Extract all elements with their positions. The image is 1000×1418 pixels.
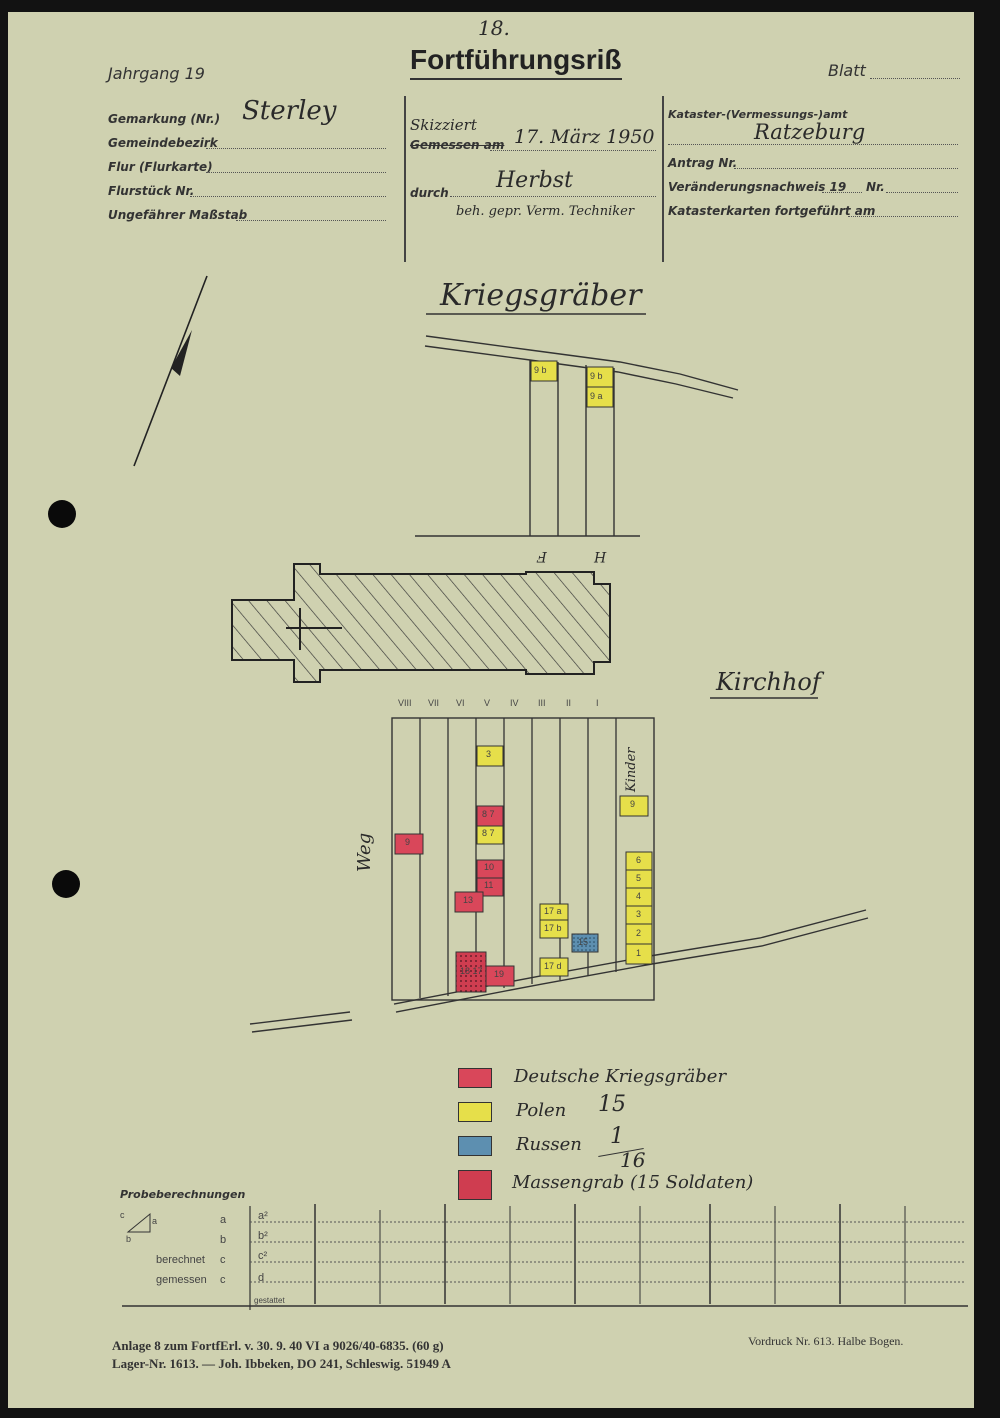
kinder-label: Kinder xyxy=(624,747,639,792)
cell-label: 10 xyxy=(484,862,495,872)
triangle-b: b xyxy=(126,1234,132,1244)
weg-label: Weg xyxy=(354,832,375,872)
form-title: Fortführungsriß xyxy=(410,44,622,80)
row-letter-f: F xyxy=(537,548,547,564)
row-letter: a xyxy=(220,1214,227,1226)
row-numeral: VI xyxy=(456,698,465,708)
row-value: b² xyxy=(258,1230,268,1242)
total-count: 16 xyxy=(620,1148,646,1172)
row-letter: c xyxy=(220,1274,226,1286)
north-arrow-icon xyxy=(134,276,207,466)
gemessen-label: Gemessen am xyxy=(410,138,505,152)
row-numeral: II xyxy=(566,698,572,708)
cell-label: 15 xyxy=(578,937,589,947)
cell-label: 8 7 xyxy=(482,828,495,838)
legend-swatch-massengrab xyxy=(458,1170,492,1200)
jahrgang-label: Jahrgang 19 xyxy=(108,64,205,83)
probe-title: Probeberechnungen xyxy=(120,1188,246,1201)
legend-label: Polen xyxy=(516,1100,567,1121)
cell-label: 2 xyxy=(636,928,642,938)
grave-cells xyxy=(395,746,652,992)
kriegsgraeber-heading: Kriegsgräber xyxy=(440,278,642,313)
row-letter-h: H xyxy=(594,548,607,564)
cell-label: 17 a xyxy=(544,906,562,916)
flurstueck-label: Flurstück Nr. xyxy=(108,184,195,198)
cell-label: 3 xyxy=(636,909,642,919)
fortgefuehrt-label: Katasterkarten fortgeführt am xyxy=(668,204,876,218)
cell-label: 1 xyxy=(636,948,642,958)
russen-count: 1 xyxy=(610,1124,624,1149)
legend-label: Massengrab (15 Soldaten) xyxy=(512,1172,754,1193)
row-value: a² xyxy=(258,1210,268,1222)
row-numeral: IV xyxy=(510,698,519,708)
skizziert-label: Skizziert xyxy=(410,116,477,134)
legend-label: Deutsche Kriegsgräber xyxy=(514,1066,727,1087)
legend-swatch-russen xyxy=(458,1136,492,1156)
cell-label: 8 7 xyxy=(482,809,495,819)
cell-label: 18 17 xyxy=(460,966,483,976)
polen-count: 15 xyxy=(598,1092,626,1117)
grave-rows xyxy=(250,718,868,1032)
probe-table xyxy=(120,1200,980,1316)
cell-label: 4 xyxy=(636,891,642,901)
kataster-label: Kataster-(Vermessungs-)amt xyxy=(668,108,848,121)
veraenderung-label: Veränderungsnachweis 19 xyxy=(668,180,847,194)
massstab-label: Ungefährer Maßstab xyxy=(108,208,248,222)
row-letter: c xyxy=(220,1254,226,1266)
cell-label: 5 xyxy=(636,873,642,883)
footer-vordruck: Vordruck Nr. 613. Halbe Bogen. xyxy=(748,1334,904,1348)
surveyor-title: beh. gepr. Verm. Techniker xyxy=(456,204,635,219)
durch-label: durch xyxy=(410,186,449,200)
cell-label: 19 xyxy=(494,969,505,979)
flur-label: Flur (Flurkarte) xyxy=(108,160,213,174)
row-numeral: VIII xyxy=(398,698,412,708)
cell-label: 6 xyxy=(636,855,642,865)
cell-label: 13 xyxy=(463,895,474,905)
legend-label: Russen xyxy=(516,1134,582,1155)
cell-label: 9 b xyxy=(590,371,603,381)
row-numeral: III xyxy=(538,698,546,708)
footer-line1: Anlage 8 zum FortfErl. v. 30. 9. 40 VI a 9026/40-6835. (60 g) xyxy=(112,1338,444,1353)
nr-label: Nr. xyxy=(866,180,885,194)
gestattet-label: gestattet xyxy=(254,1296,285,1305)
row-numeral: VII xyxy=(428,698,440,708)
triangle-c: c xyxy=(120,1210,125,1220)
row-letter: b xyxy=(220,1234,227,1246)
amt-value: Ratzeburg xyxy=(754,120,866,144)
surveyor-name: Herbst xyxy=(496,168,573,193)
row-value: d xyxy=(258,1272,265,1284)
row-numeral: V xyxy=(484,698,491,708)
church-building xyxy=(232,564,610,682)
gemessen-row-label: gemessen xyxy=(156,1274,207,1286)
berechnet-label: berechnet xyxy=(156,1254,205,1266)
footer-line2: Lager-Nr. 1613. — Joh. Ibbeken, DO 241, Schleswig. 51949 A xyxy=(112,1356,451,1371)
cell-label: 9 a xyxy=(590,391,603,401)
date-value: 17. März 1950 xyxy=(514,126,655,148)
cell-label: 9 b xyxy=(534,365,547,375)
cell-label: 11 xyxy=(484,880,494,890)
cell-label: 3 xyxy=(486,749,492,759)
sheet-number: 18. xyxy=(478,16,510,40)
cell-label: 17 d xyxy=(544,961,562,971)
row-numeral: I xyxy=(596,698,599,708)
cell-label: 9 xyxy=(405,837,411,847)
gemarkung-label: Gemarkung (Nr.) xyxy=(108,112,221,126)
legend-swatch-polen xyxy=(458,1102,492,1122)
gemarkung-value: Sterley xyxy=(242,96,337,126)
antrag-label: Antrag Nr. xyxy=(668,156,738,170)
blatt-label: Blatt xyxy=(828,61,866,80)
gemeindebezirk-label: Gemeindebezirk xyxy=(108,136,218,150)
cell-label: 17 b xyxy=(544,923,562,933)
churchyard-wall-top xyxy=(425,336,738,398)
cell-label: 9 xyxy=(630,799,636,809)
row-value: c² xyxy=(258,1250,268,1262)
legend-swatch-deutsche xyxy=(458,1068,492,1088)
triangle-a: a xyxy=(152,1216,158,1226)
kirchhof-label: Kirchhof xyxy=(716,668,821,696)
